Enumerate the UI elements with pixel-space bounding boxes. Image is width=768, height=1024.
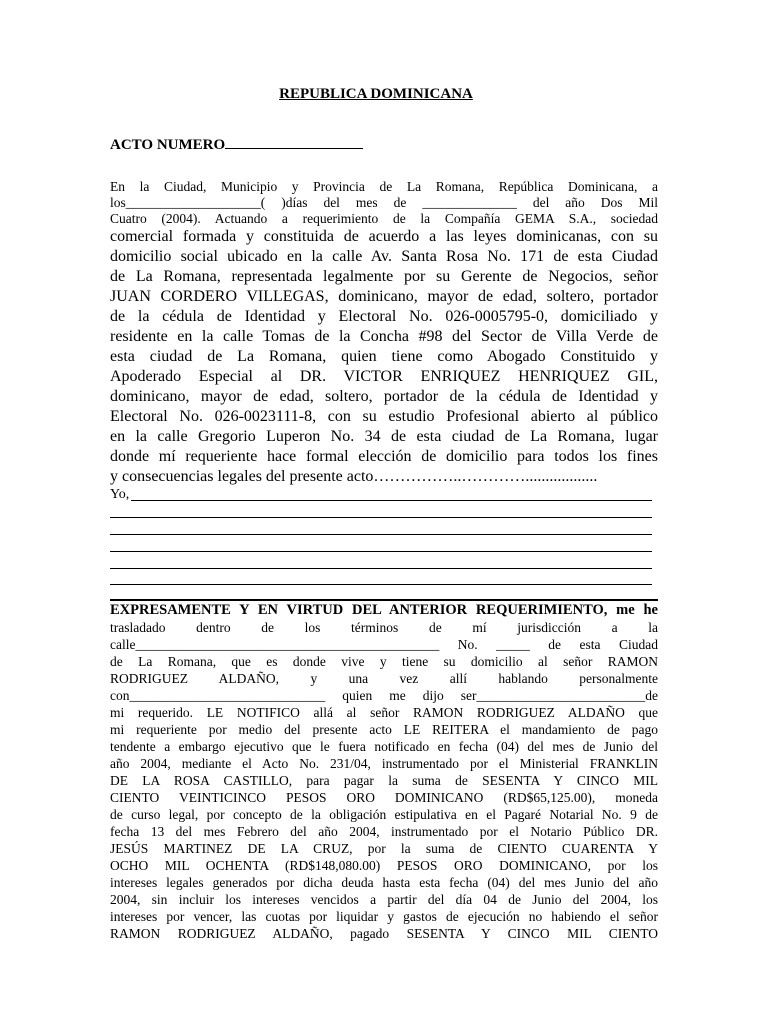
text-line: dominicano, mayor de edad, soltero, portador de la cédula de Identidad y	[110, 388, 658, 405]
paragraph-requerimiento	[110, 179, 658, 487]
text-line: intereses por vencer, las cuotas por liquidar y gastos de ejecución no habiendo el señor	[110, 909, 658, 924]
text-line: los____________________( )días del mes de ______________ del año Dos Mil	[110, 195, 658, 210]
blank-rule	[131, 500, 652, 501]
text-line: CIENTO VEINTICINCO PESOS ORO DOMINICANO (RD$65,125.00), moneda	[110, 790, 658, 805]
text-line: residente en la calle Tomas de la Concha #98 del Sector de Villa Verde de	[110, 328, 658, 345]
paragraph-notificacion	[110, 602, 658, 942]
document-title: REPUBLICA DOMINICANA	[279, 86, 473, 102]
text-line: En la Ciudad, Municipio y Provincia de La Romana, República Dominicana, a	[110, 179, 658, 194]
yo-line	[110, 487, 129, 503]
text-line: fecha 13 del mes Febrero del año 2004, instrumentado por el Notario Público DR.	[110, 824, 658, 839]
yo-label: Yo,	[110, 487, 130, 502]
text-line: RAMON RODRIGUEZ ALDAÑO, pagado SESENTA Y CINCO MIL CIENTO	[110, 926, 658, 941]
text-line: JUAN CORDERO VILLEGAS, dominicano, mayor de edad, soltero, portador	[110, 288, 658, 305]
text-line: JESÚS MARTINEZ DE LA CRUZ, por la suma de CIENTO CUARENTA Y	[110, 841, 658, 856]
text-line: intereses legales generados por dicha deuda hasta esta fecha (04) del mes Junio del año	[110, 875, 658, 890]
text-line: con_____________________________ quien me dijo ser_________________________de	[110, 688, 658, 703]
text-line: esta ciudad de La Romana, quien tiene como Abogado Constituido y	[110, 348, 658, 365]
text-line: domicilio social ubicado en la calle Av. Santa Rosa No. 171 de esta Ciudad	[110, 248, 658, 265]
text-line: donde mí requeriente hace formal elección de domicilio para todos los fines	[110, 448, 658, 465]
text-line: año 2004, mediante el Acto No. 231/04, instrumentado por el Ministerial FRANKLIN	[110, 756, 658, 771]
text-line: y consecuencias legales del presente acto……………..…………..................	[110, 468, 598, 485]
blank-rule	[110, 517, 652, 518]
text-line: de la cédula de Identidad y Electoral No. 026-0005795-0, domiciliado y	[110, 308, 658, 325]
text-line: comercial formada y constituida de acuerdo a las leyes dominicanas, con su	[110, 228, 658, 245]
text-line: de curso legal, por concepto de la obligación estipulativa en el Pagaré Notarial No. 9 de	[110, 807, 658, 822]
text-line: DE LA ROSA CASTILLO, para pagar la suma de SESENTA Y CINCO MIL	[110, 773, 658, 788]
acto-numero-blank	[225, 136, 363, 149]
blank-rule	[110, 584, 652, 585]
text-line: Electoral No. 026-0023111-8, con su estudio Profesional abierto al público	[110, 408, 658, 425]
blank-rule	[110, 534, 652, 535]
text-line: calle_____________________________________________ No. _____ de esta Ciudad	[110, 637, 658, 652]
text-line: de La Romana, que es donde vive y tiene su domicilio al señor RAMON	[110, 654, 658, 669]
text-line: Cuatro (2004). Actuando a requerimiento de la Compañía GEMA S.A., sociedad	[110, 211, 658, 226]
text-line: en la calle Gregorio Luperon No. 34 de esta ciudad de La Romana, lugar	[110, 428, 658, 445]
text-line: tendente a embargo ejecutivo que le fuera notificado en fecha (04) del mes de Junio del	[110, 739, 658, 754]
text-line: mi requeriente por medio del presente acto LE REITERA el mandamiento de pago	[110, 722, 658, 737]
blank-rule	[110, 568, 652, 569]
text-line: trasladado dentro de los términos de mí jurisdicción a la	[110, 620, 658, 635]
acto-numero-label: ACTO NUMERO	[110, 137, 226, 153]
text-line: RODRIGUEZ ALDAÑO, y una vez allí hablando personalmente	[110, 671, 658, 686]
blank-rule	[110, 551, 652, 552]
section-rule	[110, 599, 658, 601]
text-line: de La Romana, representada legalmente por su Gerente de Negocios, señor	[110, 268, 658, 285]
text-line: Apoderado Especial al DR. VICTOR ENRIQUEZ HENRIQUEZ GIL,	[110, 368, 658, 385]
text-line: EXPRESAMENTE Y EN VIRTUD DEL ANTERIOR REQUERIMIENTO, me he	[110, 602, 658, 618]
text-line: 2004, sin incluir los intereses vencidos a partir del día 04 de Junio del 2004, los	[110, 892, 658, 907]
acto-numero	[110, 136, 363, 154]
text-line: OCHO MIL OCHENTA (RD$148,080.00) PESOS ORO DOMINICANO, por los	[110, 858, 658, 873]
text-line: mi requerido. LE NOTIFICO allá al señor RAMON RODRIGUEZ ALDAÑO que	[110, 705, 658, 720]
